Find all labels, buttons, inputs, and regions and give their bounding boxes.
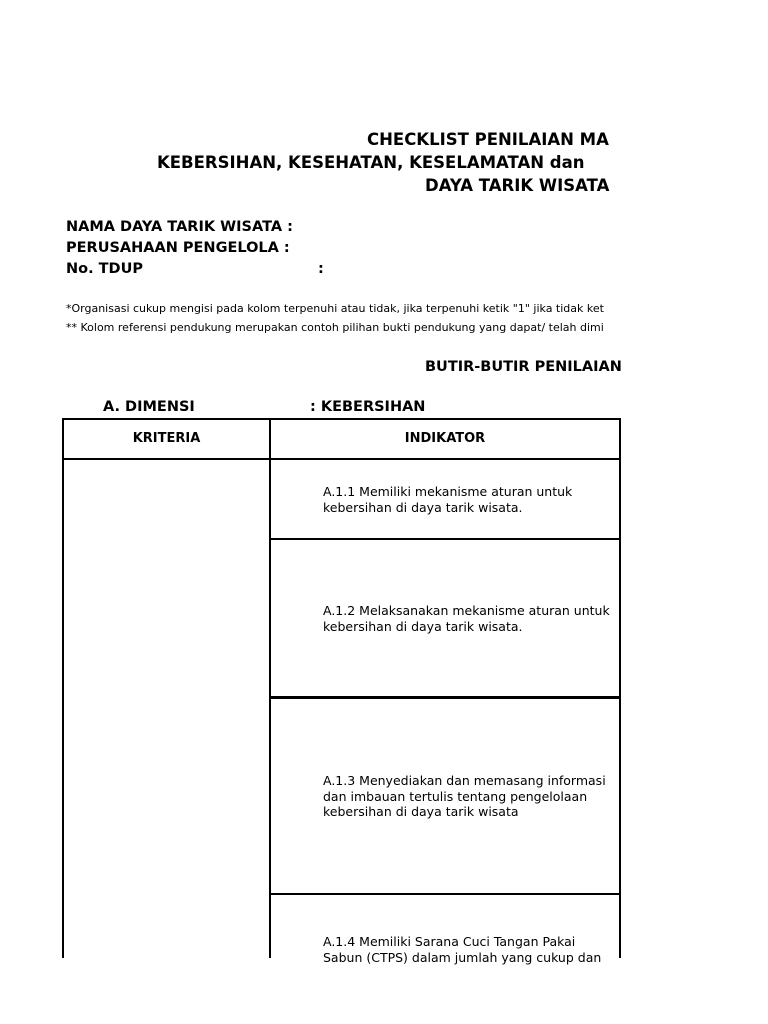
row-divider [269,538,621,540]
indikator-cell: A.1.1 Memiliki mekanisme aturan untuk kebersihan di daya tarik wisata. [323,484,573,515]
table-header-bottom-border [62,458,621,460]
title-line-3: DAYA TARIK WISATA [425,176,610,195]
nama-daya-tarik-label: NAMA DAYA TARIK WISATA : [66,219,293,235]
row-divider [269,893,621,895]
table-right-border [619,418,621,958]
header-kriteria: KRITERIA [132,431,201,446]
title-line-2: KEBERSIHAN, KESEHATAN, KESELAMATAN dan [157,153,585,172]
note-1: *Organisasi cukup mengisi pada kolom terpenuhi atau tidak, jika terpenuhi ketik "1" jika tidak ket [66,302,604,315]
dimensi-label: A. DIMENSI [103,399,195,415]
indikator-cell: A.1.2 Melaksanakan mekanisme aturan untuk kebersihan di daya tarik wisata. [323,603,610,634]
title-line-1: CHECKLIST PENILAIAN MA [367,130,609,149]
dimensi-value: : KEBERSIHAN [310,399,426,415]
tdup-colon: : [318,261,324,277]
tdup-label: No. TDUP [66,261,143,277]
indikator-cell: A.1.4 Memiliki Sarana Cuci Tangan Pakai Sabun (CTPS) dalam jumlah yang cukup dan [323,934,602,965]
table-top-border [62,418,621,420]
header-indikator: INDIKATOR [404,431,486,446]
table-left-border [62,418,64,958]
row-divider [269,696,621,699]
butir-penilaian-title: BUTIR-BUTIR PENILAIAN [425,359,622,375]
perusahaan-pengelola-label: PERUSAHAAN PENGELOLA : [66,240,290,256]
table-column-divider [269,418,271,958]
note-2: ** Kolom referensi pendukung merupakan contoh pilihan bukti pendukung yang dapat/ telah dimi [66,321,604,334]
indikator-cell: A.1.3 Menyediakan dan memasang informasi dan imbauan tertulis tentang pengelolaan kebersihan di daya tarik wisata [323,773,606,819]
